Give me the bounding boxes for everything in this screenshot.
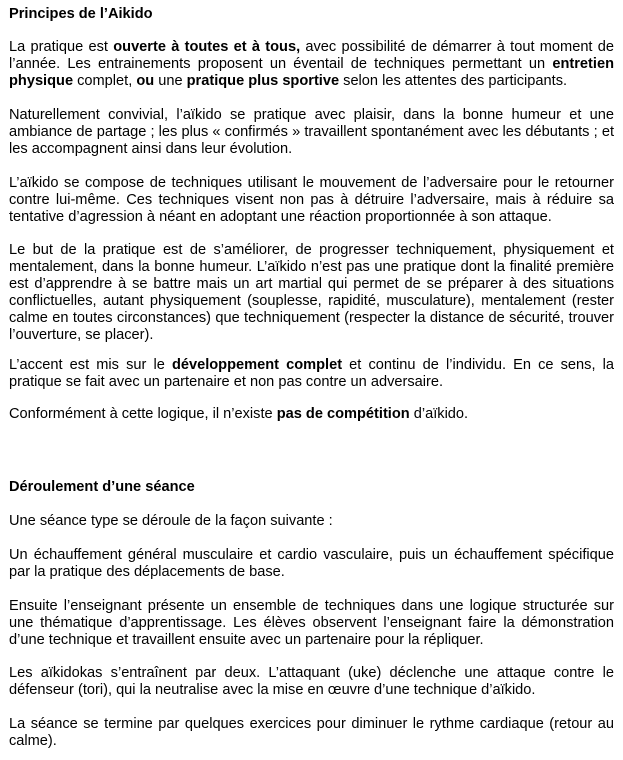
text-run: une <box>154 73 187 89</box>
section-title-deroulement: Déroulement d’une séance <box>9 479 195 495</box>
emphasis-text: ouverte à toutes et à tous, <box>113 39 301 55</box>
paragraph-techniques: L’aïkido se compose de techniques utilisant le mouvement de l’adversaire pour le retourner contre lui-même. Ces techniques visent non pas à détruire l’adversaire, mais à réduire sa tentative d’agression à néant en adoptant une réaction proportionnée à son attaque. <box>9 175 614 225</box>
paragraph-accent <box>9 357 614 391</box>
paragraph-convivial: Naturellement convivial, l’aïkido se pratique avec plaisir, dans la bonne humeur et une ambiance de partage ; les plus « confirmés » travaillent spontanément avec les débutants ; et les accompagnent ainsi dans leur évolution. <box>9 107 614 157</box>
paragraph-enseignant: Ensuite l’enseignant présente un ensemble de techniques dans une logique structurée sur une thématique d’apprentissage. Les élèves observent l’enseignant faire la démonstration d’une technique et travaillent ensuite avec un partenaire pour la répliquer. <box>9 598 614 648</box>
emphasis-text: pratique plus sportive <box>186 73 340 89</box>
paragraph-competition <box>9 406 614 423</box>
text-run: d’aïkido. <box>409 406 469 422</box>
emphasis-text: pas de compétition <box>276 406 410 422</box>
section-title-principes: Principes de l’Aikido <box>9 6 153 22</box>
text-run: selon les attentes des participants. <box>339 73 568 89</box>
paragraph-fin-seance: La séance se termine par quelques exercices pour diminuer le rythme cardiaque (retour au calme). <box>9 716 614 749</box>
paragraph-but: Le but de la pratique est de s’améliorer, de progresser techniquement, physiquement et mentalement, dans la bonne humeur. L’aïkido n’est pas une pratique dont la finalité première est d’apprendre à se battre mais un art martial qui permet de se préparer à des situations conflictuelles, autant physiquement (souplesse, rapidité, musculature), mentalement (rester calme en toutes circonstances) que techniquement (respecter la distance de sécurité, trouver l’ouverture, se placer). <box>9 242 614 343</box>
text-run: avec possibilité de démarrer à tout moment de l’année. Les entrainements proposent un éventail de techniques permettant un <box>9 39 614 72</box>
text-run: complet, <box>73 73 137 89</box>
text-run: La pratique est <box>9 39 114 55</box>
text-run: et continu de l’individu. En ce sens, la pratique se fait avec un partenaire et non pas contre un adversaire. <box>9 357 614 390</box>
emphasis-text: entretien physique <box>9 56 614 89</box>
text-run: L’accent est mis sur le <box>9 357 172 373</box>
emphasis-text: développement complet <box>171 357 343 373</box>
paragraph-aikidokas: Les aïkidokas s’entraînent par deux. L’attaquant (uke) déclenche une attaque contre le défenseur (tori), qui la neutralise avec la mise en œuvre d’une technique d’aïkido. <box>9 665 614 698</box>
text-run: Conformément à cette logique, il n’existe <box>9 406 277 422</box>
paragraph-seance-type: Une séance type se déroule de la façon suivante : <box>9 513 333 529</box>
paragraph-echauffement: Un échauffement général musculaire et cardio vasculaire, puis un échauffement spécifique par la pratique des déplacements de base. <box>9 547 614 580</box>
emphasis-text: ou <box>136 73 155 89</box>
paragraph-ouverture <box>9 39 614 90</box>
